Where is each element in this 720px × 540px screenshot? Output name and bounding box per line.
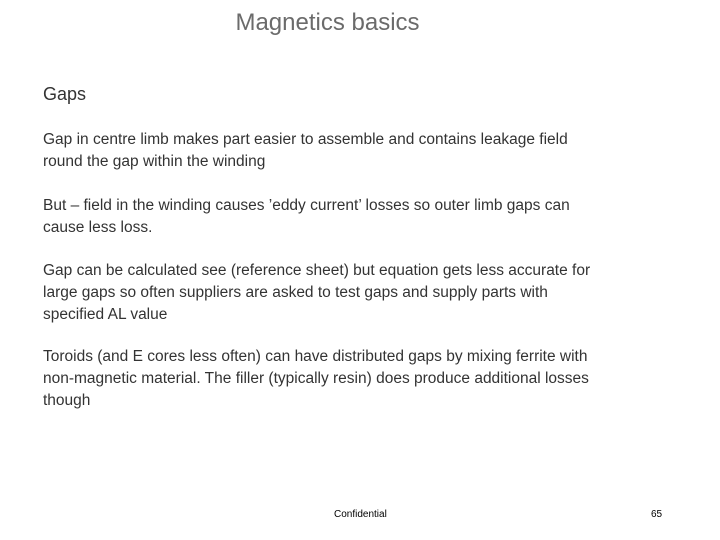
paragraph-line: But – field in the winding causes ’eddy current’ losses so outer limb gaps can [43, 197, 570, 214]
paragraph-line: specified AL value [43, 306, 168, 323]
paragraph-line: though [43, 392, 91, 409]
paragraph-line: large gaps so often suppliers are asked to test gaps and supply parts with [43, 284, 548, 301]
paragraph-gap-calculation [43, 260, 693, 326]
paragraph-line: Toroids (and E cores less often) can have distributed gaps by mixing ferrite with [43, 348, 588, 365]
paragraph-eddy-current [43, 195, 693, 239]
paragraph-line: round the gap within the winding [43, 153, 266, 170]
slide-title: Magnetics basics [235, 9, 420, 36]
footer-confidential-label: Confidential [334, 509, 387, 520]
section-heading: Gaps [43, 84, 87, 104]
paragraph-line: Gap in centre limb makes part easier to assemble and contains leakage field [43, 131, 568, 148]
paragraph-line: Gap can be calculated see (reference sheet) but equation gets less accurate for [43, 262, 591, 279]
page-number: 65 [651, 509, 663, 520]
paragraph-line: cause less loss. [43, 219, 153, 236]
paragraph-line: non-magnetic material. The filler (typically resin) does produce additional losses [43, 370, 589, 387]
paragraph-centre-limb-gap [43, 129, 693, 173]
paragraph-distributed-gaps [43, 346, 693, 412]
